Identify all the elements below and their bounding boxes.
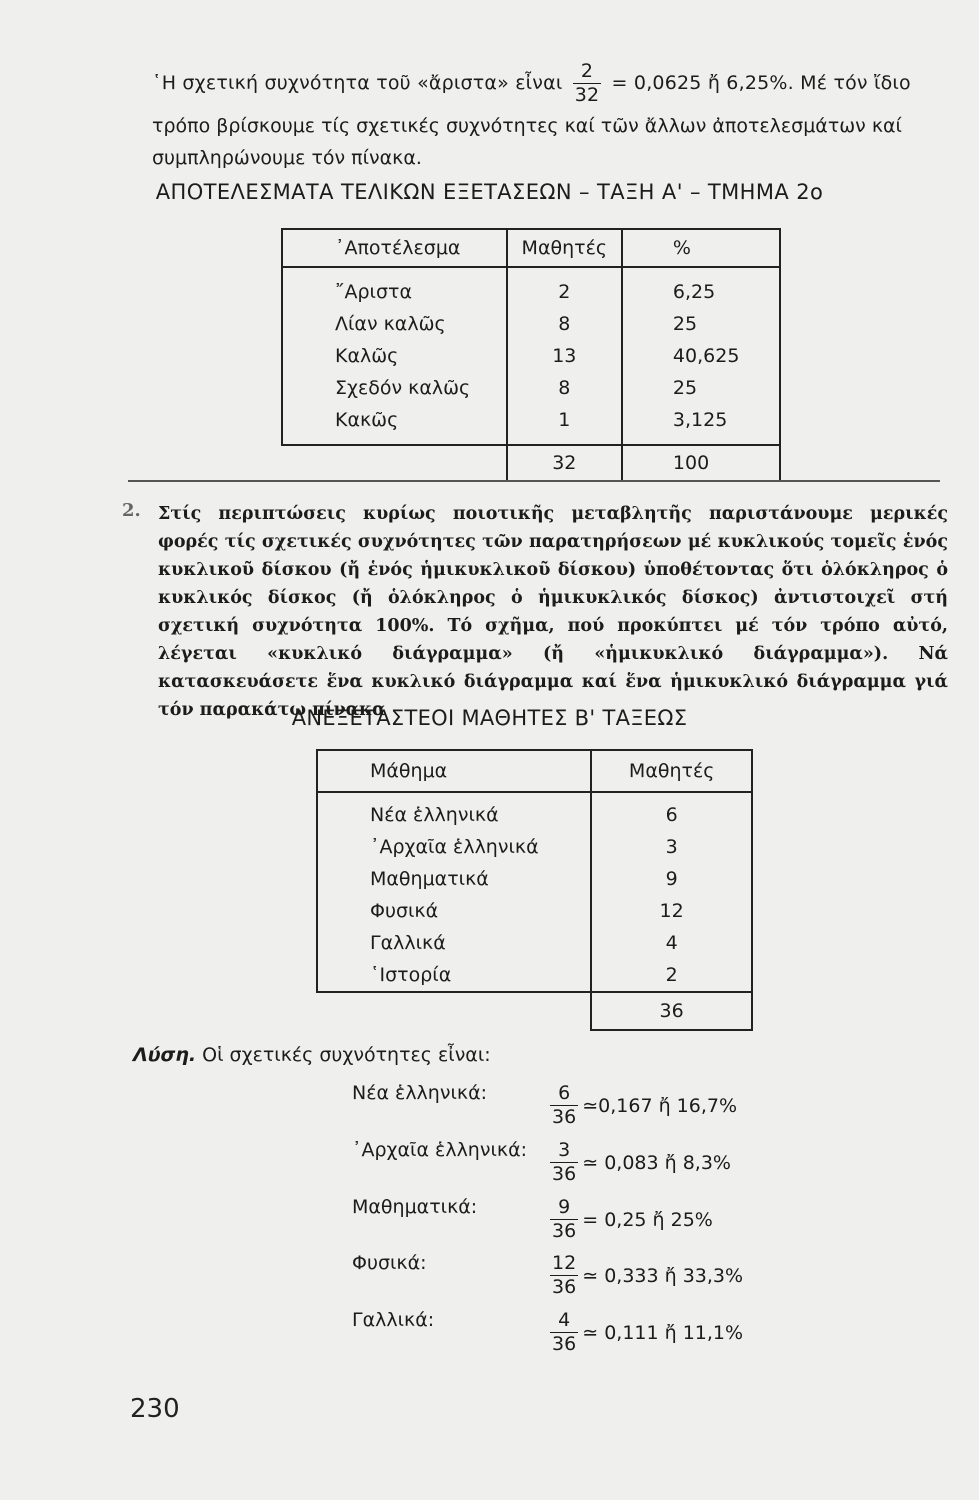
table1-title: ΑΠΟΤΕΛΕΣΜΑΤΑ ΤΕΛΙΚΩΝ ΕΞΕΤΑΣΕΩΝ – ΤΑΞΗ Α' – ΤΜΗΜΑ 2ο (155, 180, 824, 204)
intro-fraction (573, 62, 602, 105)
fraction-numerator: 3 (558, 1139, 571, 1161)
solution-row (352, 1139, 731, 1184)
solution-fraction (550, 1311, 578, 1354)
table-row (317, 792, 752, 831)
table-cell: Γαλλικά (317, 927, 591, 959)
table1-header-students: Μαθητές (507, 229, 622, 267)
fraction-numerator: 4 (558, 1309, 571, 1331)
table-row (282, 267, 780, 308)
solution-result: ≃0,167 ἤ 16,7% (582, 1094, 738, 1117)
solution-fraction (550, 1254, 578, 1297)
table-row (282, 372, 780, 404)
table-cell: ῎Αριστα (282, 267, 507, 308)
table-cell: 25 (622, 372, 780, 404)
fraction-denominator: 36 (552, 1106, 577, 1128)
exam-results-table (281, 228, 781, 482)
table-cell: 8 (507, 308, 622, 340)
table-row (317, 863, 752, 895)
table-cell: 3,125 (622, 404, 780, 445)
fraction-denominator: 32 (574, 84, 600, 106)
table2-title: ΑΝΕΞΕΤΑΣΤΕΟΙ ΜΑΘΗΤΕΣ Β' ΤΑΞΕΩΣ (291, 706, 688, 730)
table-row (317, 895, 752, 927)
solution-expression (546, 1198, 713, 1241)
problem-text: Στίς περιπτώσεις κυρίως ποιοτικῆς μεταβλητῆς παριστάνουμε μερικές φορές τίς σχετικές συχνότητες τῶν παρατηρήσεων μέ κυκλικούς τομεῖς ἑνός κυκλικοῦ δίσκου (ἤ ἑνός ἡμικυκλικοῦ δίσκου) ὑποθέτοντας ὅτι ὁλόκληρος ὁ κυκλικός δίσκος (ἤ ὁλόκληρος ὁ ἡμικυκλικός δίσκος) ἀντιστοιχεῖ στή σχετική συχνότητα 100%. Τό σχῆμα, πού προκύπτει μέ τόν τρόπο αὐτό, λέγεται «κυκλικό διάγραμμα» (ἤ «ἡμικυκλικό διάγραμμα»). Νά κατασκευάσετε ἕνα κυκλικό διάγραμμα καί ἕνα ἡμικυκλικό διάγραμμα γιά τόν παρακάτω πίνακα (158, 504, 948, 720)
fraction-denominator: 36 (552, 1333, 577, 1355)
solution-expression (546, 1141, 731, 1184)
fraction-denominator: 36 (552, 1163, 577, 1185)
table2-total-students: 36 (591, 992, 752, 1030)
solution-row (352, 1309, 743, 1354)
table-cell: Κακῶς (282, 404, 507, 445)
page-number: 230 (130, 1394, 180, 1424)
table-row (282, 404, 780, 445)
intro-suffix: = 0,0625 ἤ 6,25%. Μέ τόν ἴδιο (611, 72, 911, 94)
fraction-denominator: 36 (552, 1220, 577, 1242)
table-cell: 40,625 (622, 340, 780, 372)
table-cell-empty (317, 992, 591, 1030)
table2-header-subject: Μάθημα (317, 750, 591, 792)
solution-expression (546, 1311, 743, 1354)
solution-heading (133, 1044, 491, 1066)
fraction-numerator: 6 (558, 1082, 571, 1104)
table-cell: Καλῶς (282, 340, 507, 372)
table-cell: 6 (591, 792, 752, 831)
table-cell: 9 (591, 863, 752, 895)
section-divider (128, 480, 940, 482)
table2-header-students: Μαθητές (591, 750, 752, 792)
intro-continuation: τρόπο βρίσκουμε τίς σχετικές συχνότητες καί τῶν ἄλλων ἀποτελεσμάτων καί συμπληρώνουμε τόν πίνακα. (152, 115, 902, 169)
solution-row (352, 1252, 743, 1297)
solution-fraction (550, 1198, 578, 1241)
solution-fraction (550, 1084, 578, 1127)
resit-students-table (316, 749, 753, 1031)
solution-row (352, 1196, 713, 1241)
table-row (317, 831, 752, 863)
solution-expression (546, 1254, 743, 1297)
table-cell: 2 (507, 267, 622, 308)
table-cell: 2 (591, 959, 752, 992)
table-cell: 6,25 (622, 267, 780, 308)
table-cell: 3 (591, 831, 752, 863)
table-cell: 12 (591, 895, 752, 927)
solution-expression (546, 1084, 737, 1127)
solution-result: = 0,25 ἤ 25% (582, 1208, 713, 1231)
solution-result: ≃ 0,111 ἤ 11,1% (582, 1321, 744, 1344)
fraction-numerator: 2 (580, 60, 594, 82)
fraction-numerator: 12 (552, 1252, 577, 1274)
solution-subject: Νέα ἑλληνικά: (352, 1082, 488, 1104)
table1-header-percent: % (622, 229, 780, 267)
solution-label: Λύση. (133, 1044, 197, 1066)
solution-subject: Φυσικά: (352, 1252, 427, 1274)
table-row (317, 927, 752, 959)
solution-fraction (550, 1141, 578, 1184)
table-row (282, 340, 780, 372)
table-cell: 4 (591, 927, 752, 959)
fraction-numerator: 9 (558, 1196, 571, 1218)
solution-subject: Μαθηματικά: (352, 1196, 478, 1218)
solution-result: ≃ 0,333 ἤ 33,3% (582, 1264, 744, 1287)
table-cell: 13 (507, 340, 622, 372)
problem-number: 2. (122, 500, 141, 521)
intro-line (152, 62, 911, 105)
table-row (282, 308, 780, 340)
table2-total-row (317, 992, 752, 1030)
table-cell: 8 (507, 372, 622, 404)
solution-subject: Γαλλικά: (352, 1309, 435, 1331)
table1-total-students: 32 (507, 445, 622, 481)
table-cell: Σχεδόν καλῶς (282, 372, 507, 404)
table1-total-row (282, 445, 780, 481)
solution-subject: ᾿Αρχαῖα ἑλληνικά: (352, 1139, 528, 1161)
table-cell: Μαθηματικά (317, 863, 591, 895)
fraction-denominator: 36 (552, 1276, 577, 1298)
table-cell: ῾Ιστορία (317, 959, 591, 992)
table-row (317, 959, 752, 992)
table-cell: 1 (507, 404, 622, 445)
table-cell: ᾿Αρχαῖα ἑλληνικά (317, 831, 591, 863)
table-cell-empty (282, 445, 507, 481)
table-cell: 25 (622, 308, 780, 340)
solution-result: ≃ 0,083 ἤ 8,3% (582, 1151, 731, 1174)
table-cell: Φυσικά (317, 895, 591, 927)
table-cell: Λίαν καλῶς (282, 308, 507, 340)
solution-intro: Οἱ σχετικές συχνότητες εἶναι: (202, 1044, 491, 1066)
table1-header-result: ᾿Αποτέλεσμα (282, 229, 507, 267)
table-cell: Νέα ἑλληνικά (317, 792, 591, 831)
intro-prefix: ῾Η σχετική συχνότητα τοῦ «ἄριστα» εἶναι (152, 72, 563, 94)
table1-total-percent: 100 (622, 445, 780, 481)
solution-row (352, 1082, 737, 1127)
